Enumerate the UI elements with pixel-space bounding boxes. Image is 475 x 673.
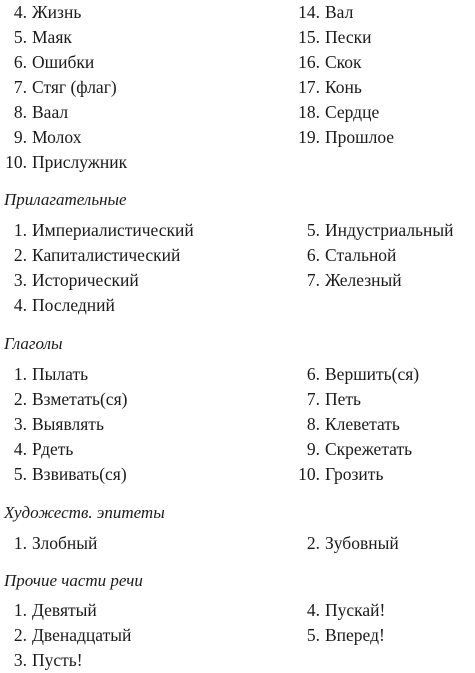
item-word: Петь (325, 389, 362, 409)
item-number: 9. (13, 127, 27, 147)
item-number: 4. (306, 600, 320, 620)
item-number: 16. (298, 52, 320, 72)
item-number: 5. (306, 625, 320, 645)
item-word: Жизнь (32, 2, 82, 22)
item-number: 8. (13, 102, 27, 122)
item-number: 4. (13, 439, 27, 459)
section-heading: Прочие части речи (4, 571, 143, 590)
item-word: Прошлое (325, 127, 395, 147)
item-word: Взвивать(ся) (32, 464, 127, 484)
list-item (0, 387, 361, 412)
list-item (0, 125, 394, 150)
item-word: Пески (325, 27, 372, 47)
item-number: 10. (298, 464, 320, 484)
item-word: Вперед! (325, 625, 385, 645)
list-item (0, 648, 83, 673)
item-number: 7. (306, 270, 320, 290)
section-heading: Прилагательные (4, 190, 127, 209)
item-word: Индустриальный (325, 220, 454, 240)
item-word: Пускай! (325, 600, 386, 620)
item-word: Клеветать (325, 414, 400, 434)
item-number: 5. (306, 220, 320, 240)
item-word: Стяг (флаг) (32, 77, 117, 97)
list-item (0, 50, 362, 75)
item-word: Ошибки (32, 52, 95, 72)
item-word: Грозить (325, 464, 384, 484)
item-word: Конь (325, 77, 362, 97)
item-number: 3. (13, 650, 27, 670)
item-word: Молох (32, 127, 82, 147)
item-number: 19. (298, 127, 320, 147)
item-word: Взметать(ся) (32, 389, 128, 409)
item-word: Злобный (32, 533, 98, 553)
item-word: Сердце (325, 102, 380, 122)
item-number: 2. (13, 625, 27, 645)
item-word: Двенадцатый (32, 625, 132, 645)
item-word: Империалистический (32, 220, 194, 240)
item-number: 5. (13, 27, 27, 47)
list-item (0, 150, 127, 175)
list-item (0, 462, 383, 487)
item-word: Выявлять (32, 414, 104, 434)
list-item (0, 218, 454, 243)
item-number: 6. (13, 52, 27, 72)
item-word: Ваал (32, 102, 69, 122)
item-number: 6. (306, 245, 320, 265)
list-item (0, 623, 385, 648)
item-number: 2. (13, 389, 27, 409)
section-heading: Глаголы (4, 334, 63, 353)
item-word: Рдеть (32, 439, 74, 459)
item-word: Скок (325, 52, 362, 72)
item-number: 2. (306, 533, 320, 553)
item-number: 7. (13, 77, 27, 97)
item-word: Девятый (32, 600, 97, 620)
item-word: Вал (325, 2, 354, 22)
item-number: 1. (13, 364, 27, 384)
list-item (0, 598, 385, 623)
list-item (0, 437, 412, 462)
list-item (0, 243, 396, 268)
item-number: 4. (13, 295, 27, 315)
item-number: 1. (13, 600, 27, 620)
list-item (0, 25, 371, 50)
item-number: 1. (13, 220, 27, 240)
item-number: 9. (306, 439, 320, 459)
item-number: 17. (298, 77, 320, 97)
item-number: 1. (13, 533, 27, 553)
item-number: 7. (306, 389, 320, 409)
item-number: 2. (13, 245, 27, 265)
item-word: Пусть! (32, 650, 83, 670)
item-number: 14. (298, 2, 320, 22)
item-number: 3. (13, 414, 27, 434)
item-word: Исторический (32, 270, 139, 290)
list-item (0, 531, 399, 556)
item-number: 6. (306, 364, 320, 384)
item-word: Маяк (32, 27, 72, 47)
list-item (0, 293, 115, 318)
list-item (0, 75, 362, 100)
item-word: Стальной (325, 245, 397, 265)
item-number: 3. (13, 270, 27, 290)
item-word: Последний (32, 295, 115, 315)
item-word: Вершить(ся) (325, 364, 420, 384)
item-word: Железный (325, 270, 402, 290)
section-heading: Художеств. эпитеты (4, 503, 165, 522)
list-item (0, 412, 400, 437)
list-item (0, 362, 419, 387)
item-word: Скрежетать (325, 439, 413, 459)
list-item (0, 268, 402, 293)
item-word: Пылать (32, 364, 89, 384)
list-item (0, 0, 353, 25)
item-number: 8. (306, 414, 320, 434)
list-item (0, 100, 379, 125)
item-word: Капиталистический (32, 245, 181, 265)
item-number: 5. (13, 464, 27, 484)
item-number: 4. (13, 2, 27, 22)
item-number: 18. (298, 102, 320, 122)
item-number: 10. (5, 152, 27, 172)
item-number: 15. (298, 27, 320, 47)
item-word: Прислужник (32, 152, 128, 172)
item-word: Зубовный (325, 533, 399, 553)
